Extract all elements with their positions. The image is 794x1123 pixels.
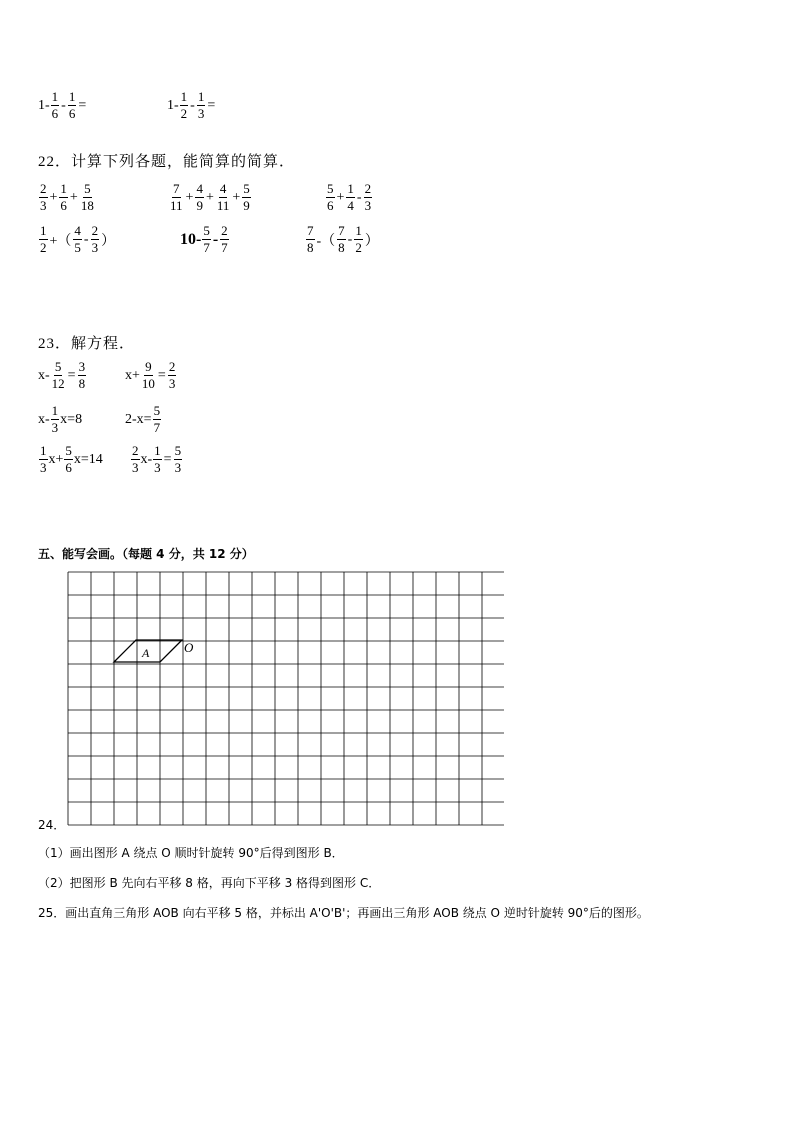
question-22-title: 22．计算下列各题，能简算的简算． xyxy=(38,154,296,170)
q22-expr-4: $\frac{1}{2}$ +（ $\frac{4}{5}$ - $\frac{2}{3}$ ） xyxy=(40,223,116,255)
q23-eq-4: 2-x= $\frac{5}{7}$ xyxy=(125,403,161,435)
q23-eq-5: $\frac{1}{3}$ x+ $\frac{5}{6}$ x=14 xyxy=(40,443,103,475)
drawing-grid xyxy=(66,570,504,830)
question-25-text: 25．画出直角三角形 AOB 向右平移 5 格，并标出 A'O'B'；再画出三角形 AOB 绕点 O 逆时针旋转 90°后的图形。 xyxy=(38,906,649,920)
fraction: $\frac{1}{2}$ xyxy=(180,89,188,121)
question-24-part-2: （2）把图形 B 先向右平移 8 格，再向下平移 3 格得到图形 C． xyxy=(38,876,381,890)
question-24-number: 24． xyxy=(38,818,66,832)
point-label-o: O xyxy=(184,640,194,655)
q22-expr-3: $\frac{5}{6}$ + $\frac{1}{4}$ - $\frac{2}{3}$ xyxy=(327,181,372,213)
fraction: $\frac{1}{6}$ xyxy=(51,89,59,121)
section-5-title: 五、能写会画。（每题 4 分，共 12 分） xyxy=(38,547,254,561)
q22-expr-6: $\frac{7}{8}$ -（ $\frac{7}{8}$ - $\frac{1}{2}$ ） xyxy=(307,223,379,255)
fraction: $\frac{1}{6}$ xyxy=(68,89,76,121)
q22-expr-2: $\frac{7}{11}$ + $\frac{4}{9}$ + $\frac{4}{11}$ + $\frac{5}{9}$ xyxy=(170,181,250,213)
fraction: $\frac{1}{3}$ xyxy=(197,89,205,121)
expr-top-2: 1- $\frac{1}{2}$ - $\frac{1}{3}$ = xyxy=(167,89,216,121)
q23-eq-2: x+ $\frac{9}{10}$ = $\frac{2}{3}$ xyxy=(125,359,176,391)
q22-expr-1: $\frac{2}{3}$ + $\frac{1}{6}$ + $\frac{5}{18}$ xyxy=(40,181,94,213)
question-23-title: 23．解方程． xyxy=(38,336,136,352)
shape-label-a: A xyxy=(142,646,150,660)
q23-eq-3: x- $\frac{1}{3}$ x=8 xyxy=(38,403,83,435)
q22-expr-5: 10- $\frac{5}{7}$ - $\frac{2}{7}$ xyxy=(180,223,228,255)
question-24-part-1: （1）画出图形 A 绕点 O 顺时针旋转 90°后得到图形 B． xyxy=(38,846,344,860)
expr-top-1: 1- $\frac{1}{6}$ - $\frac{1}{6}$ = xyxy=(38,89,87,121)
grid-lines xyxy=(68,572,504,825)
q23-eq-6: $\frac{2}{3}$ x- $\frac{1}{3}$ = $\frac{5}{3}$ xyxy=(132,443,182,475)
q23-eq-1: x- $\frac{5}{12}$ = $\frac{3}{8}$ xyxy=(38,359,86,391)
